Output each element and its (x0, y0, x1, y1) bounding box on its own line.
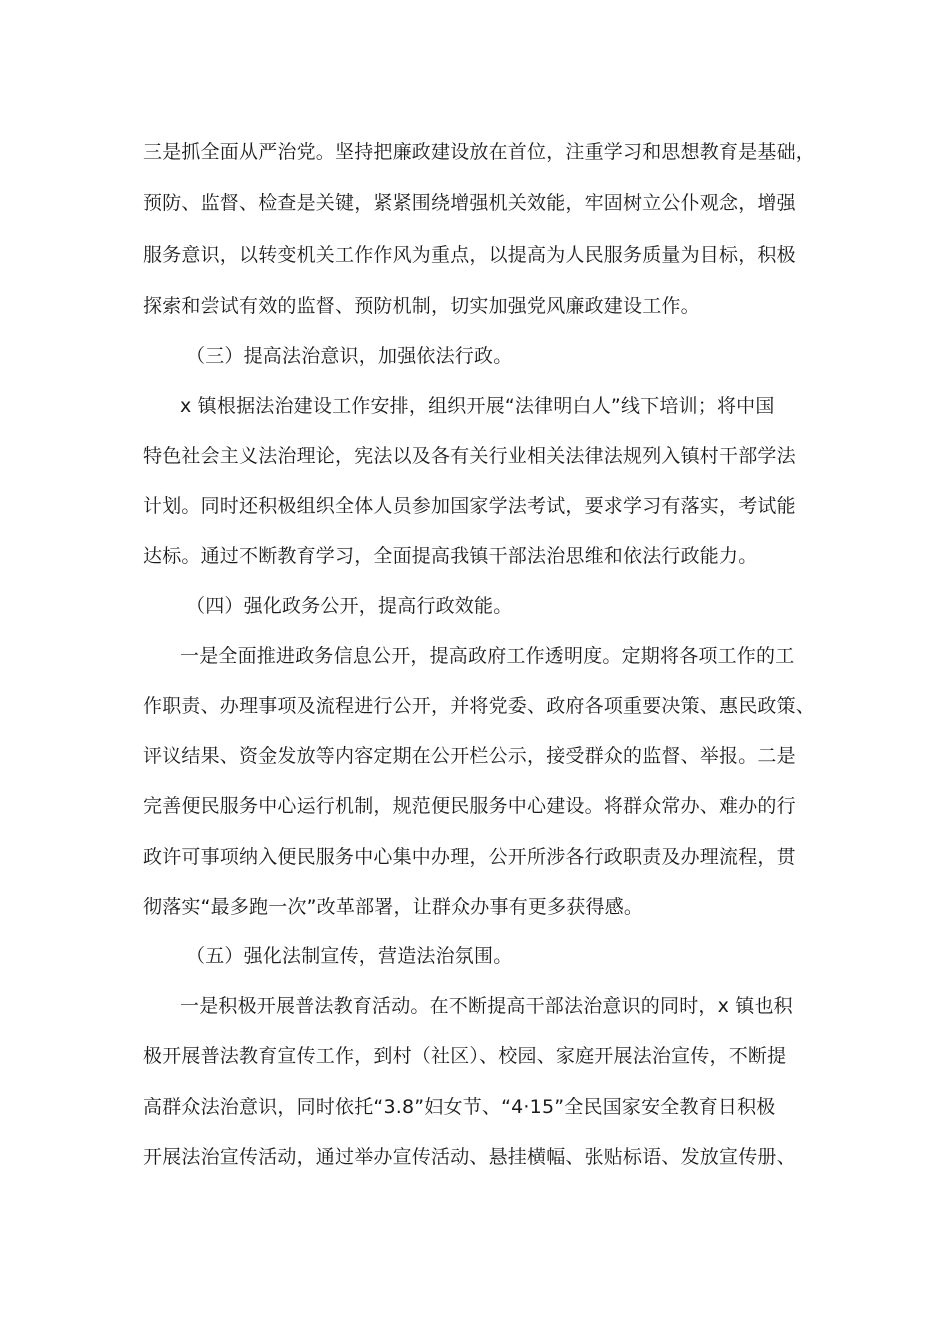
paragraph-line: 计划。同时还积极组织全体人员参加国家学法考试，要求学习有落实，考试能 (143, 495, 796, 517)
paragraph-line: x 镇根据法治建设工作安排，组织开展“法律明白人”线下培训；将中国 (180, 395, 775, 417)
paragraph-line: 探索和尝试有效的监督、预防机制，切实加强党风廉政建设工作。 (143, 295, 700, 317)
paragraph-line: 预防、监督、检查是关键，紧紧围绕增强机关效能，牢固树立公仆观念，增强 (143, 192, 796, 214)
paragraph-line: 高群众法治意识，同时依托“3.8”妇女节、“4·15”全民国家安全教育日积极 (143, 1096, 776, 1118)
paragraph-line: 作职责、办理事项及流程进行公开，并将党委、政府各项重要决策、惠民政策、 (143, 695, 816, 717)
paragraph-line: 政许可事项纳入便民服务中心集中办理，公开所涉各行政职责及办理流程，贯 (143, 846, 796, 868)
paragraph-line: 极开展普法教育宣传工作，到村（社区）、校园、家庭开展法治宣传，不断提 (143, 1045, 787, 1067)
paragraph-line: 彻落实“最多跑一次”改革部署，让群众办事有更多获得感。 (143, 896, 644, 918)
paragraph-line: 三是抓全面从严治党。坚持把廉政建设放在首位，注重学习和思想教育是基础， (143, 141, 816, 163)
paragraph-line: 一是全面推进政务信息公开，提高政府工作透明度。定期将各项工作的工 (180, 645, 795, 667)
paragraph-line: 达标。通过不断教育学习，全面提高我镇干部法治思维和依法行政能力。 (143, 545, 758, 567)
paragraph-line: 开展法治宣传活动，通过举办宣传活动、悬挂横幅、张贴标语、发放宣传册、 (143, 1146, 796, 1168)
paragraph-line: 评议结果、资金发放等内容定期在公开栏公示，接受群众的监督、举报。二是 (143, 745, 796, 767)
paragraph-line: 服务意识，以转变机关工作作风为重点，以提高为人民服务质量为目标，积极 (143, 244, 796, 266)
paragraph-line: 特色社会主义法治理论，宪法以及各有关行业相关法律法规列入镇村干部学法 (143, 445, 796, 467)
paragraph-line: 一是积极开展普法教育活动。在不断提高干部法治意识的同时，x 镇也积 (180, 995, 793, 1017)
section-heading: （四）强化政务公开，提高行政效能。 (186, 595, 513, 617)
section-heading: （三）提高法治意识，加强依法行政。 (186, 345, 513, 367)
section-heading: （五）强化法制宣传，营造法治氛围。 (186, 945, 513, 967)
paragraph-line: 完善便民服务中心运行机制，规范便民服务中心建设。将群众常办、难办的行 (143, 795, 796, 817)
